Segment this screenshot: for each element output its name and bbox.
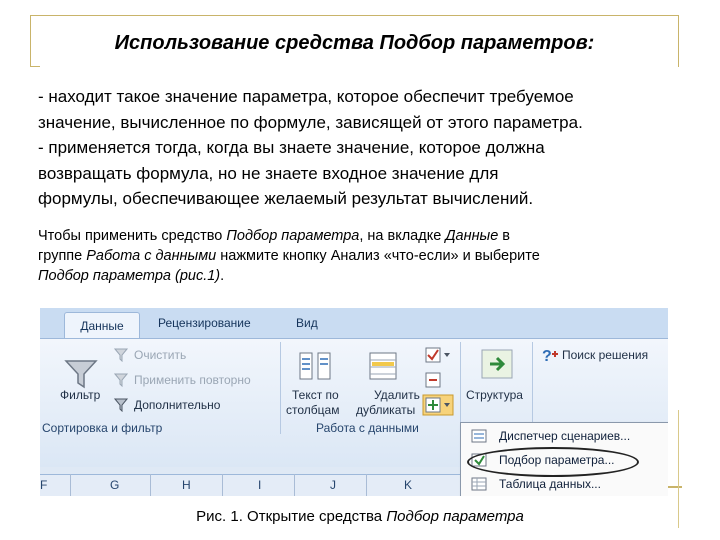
- instruction-text-2: , на вкладке: [359, 228, 446, 244]
- reapply-button[interactable]: Применить повторно: [134, 373, 251, 387]
- text-to-columns-icon: [298, 350, 332, 382]
- instruction-text-1: Чтобы применить средство: [38, 228, 227, 244]
- description-line-4: возвращать формула, но не знаете входное значение для: [38, 163, 499, 183]
- solver-icon: [540, 346, 560, 364]
- caption-italic: Подбор параметра: [386, 508, 524, 525]
- column-divider: [150, 474, 151, 496]
- instruction-text-4: группе: [38, 248, 87, 264]
- remove-duplicates-line-1[interactable]: Удалить: [374, 388, 420, 402]
- consolidate-icon: [424, 371, 442, 389]
- clear-button[interactable]: Очистить: [134, 348, 187, 362]
- advanced-filter-icon: [114, 398, 130, 412]
- instruction-text-6: .: [220, 268, 225, 284]
- group-data-tools-label: Работа с данными: [316, 421, 419, 435]
- clear-filter-icon: [114, 348, 130, 362]
- tab-view[interactable]: Вид: [296, 316, 318, 330]
- menu-item-goal-seek[interactable]: Подбор параметра...: [499, 453, 615, 467]
- menu-item-data-table[interactable]: Таблица данных...: [499, 477, 601, 491]
- what-if-analysis-icon[interactable]: [422, 394, 454, 416]
- menu-item-scenario-manager[interactable]: Диспетчер сценариев...: [499, 429, 631, 443]
- column-header-g[interactable]: G: [110, 478, 120, 492]
- frame-bottom-stub: [30, 66, 40, 67]
- data-table-icon: [471, 477, 487, 491]
- description-line-1: - находит такое значение параметра, которое обеспечит требуемое: [38, 87, 574, 106]
- scenario-manager-icon: [471, 429, 487, 443]
- tab-review[interactable]: Рецензирование: [158, 316, 251, 330]
- column-divider: [70, 474, 71, 496]
- column-header-h[interactable]: H: [182, 478, 191, 492]
- reapply-icon: [114, 373, 130, 387]
- svg-text:?: ?: [542, 348, 552, 364]
- instruction-text-3: в: [498, 228, 511, 244]
- tab-data[interactable]: Данные: [64, 312, 140, 339]
- text-to-columns-line-1[interactable]: Текст по: [292, 388, 339, 402]
- instruction-italic-1: Подбор параметра: [226, 228, 360, 244]
- text-to-columns-line-2[interactable]: столбцам: [286, 403, 340, 417]
- group-separator: [280, 342, 281, 434]
- instruction-text-5: нажмите кнопку Анализ «что-если» и выберите: [216, 248, 540, 264]
- filter-icon: [64, 358, 98, 390]
- group-separator: [460, 342, 461, 434]
- instruction-italic-3: Работа с данными: [86, 248, 217, 264]
- highlight-ellipse: [467, 447, 639, 477]
- group-sort-filter-label: Сортировка и фильтр: [42, 421, 163, 435]
- data-validation-icon: [424, 346, 454, 364]
- caption-text: Рис. 1. Открытие средства: [196, 508, 387, 525]
- figure-caption: [0, 508, 720, 525]
- description-line-3: - применяется тогда, когда вы знаете значение, которое должна: [38, 138, 545, 157]
- column-divider: [294, 474, 295, 496]
- description-line-2: значение, вычисленное по формуле, зависящей от этого параметра.: [38, 112, 583, 132]
- column-header-k[interactable]: K: [404, 478, 413, 492]
- instruction-italic-4: Подбор параметра (рис.1): [38, 268, 221, 284]
- instruction-italic-2: Данные: [445, 228, 499, 244]
- outline-icon: [480, 348, 514, 380]
- group-separator: [532, 342, 533, 434]
- description-paragraph: [38, 84, 688, 212]
- column-divider: [222, 474, 223, 496]
- remove-duplicates-icon: [366, 350, 400, 382]
- description-line-5: формулы, обеспечивающее желаемый результат вычислений.: [38, 189, 534, 208]
- column-header-i[interactable]: I: [258, 478, 262, 492]
- outline-button[interactable]: Структура: [466, 388, 523, 402]
- filter-button[interactable]: Фильтр: [60, 388, 101, 402]
- slide-title: Использование средства Подбор параметров:: [114, 32, 595, 54]
- frame-top-line: [30, 15, 678, 16]
- instruction-paragraph: [38, 226, 688, 286]
- column-header-j[interactable]: J: [330, 478, 336, 492]
- frame-right-stub: [668, 486, 682, 488]
- solver-button[interactable]: Поиск решения: [562, 348, 649, 362]
- remove-duplicates-line-2[interactable]: дубликаты: [356, 403, 416, 417]
- advanced-button[interactable]: Дополнительно: [134, 398, 221, 412]
- column-header-f[interactable]: F: [40, 478, 48, 492]
- column-divider: [366, 474, 367, 496]
- excel-ribbon-screenshot: [40, 308, 668, 496]
